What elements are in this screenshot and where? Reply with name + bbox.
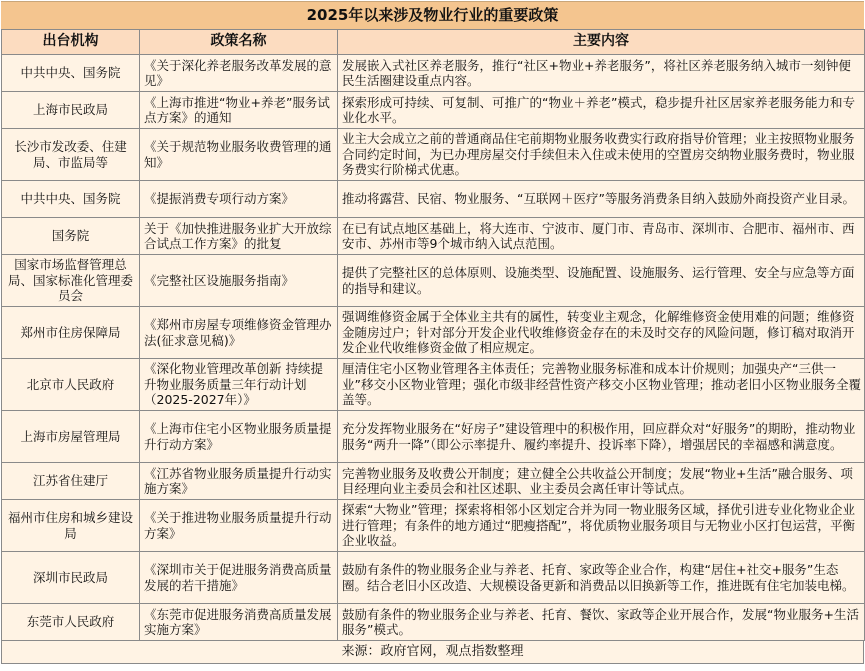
policy-cell: 《深化物业管理改革创新 持续提升物业服务质量三年行动计划（2025-2027年）》: [140, 359, 338, 411]
content-cell: 在已有试点地区基础上，将大连市、宁波市、厦门市、青岛市、深圳市、合肥市、福州市、西安市、苏州市等9个城市纳入试点范围。: [338, 218, 865, 255]
table-title: 2025年以来涉及物业行业的重要政策: [1, 1, 864, 29]
header-content: 主要内容: [338, 30, 865, 55]
content-cell: 鼓励有条件的物业服务企业与养老、托育、家政等企业合作，构建“居住+社交+服务”生态圈。结合老旧小区改造、大规模设备更新和消费品以旧换新等工作，推进既有住宅加装电梯。: [338, 552, 865, 604]
content-cell: 探索“大物业”管理；探索将相邻小区划定合并为同一物业服务区域，择优引进专业化物业企业进行管理；有条件的地方通过“肥瘦搭配”，将优质物业服务项目与无物业小区打包运营，平衡企业收益。: [338, 500, 865, 552]
content-cell: 厘清住宅小区物业管理各主体责任；完善物业服务标准和成本计价规则；加强央产“三供一业”移交小区物业管理；强化市级非经营性资产移交小区物业管理；推动老旧小区物业服务全覆盖等。: [338, 359, 865, 411]
org-cell: 长沙市发改委、住建局、市监局等: [2, 129, 140, 181]
table-row: [2, 500, 865, 552]
policy-cell: 《上海市住宅小区物业服务质量提升行动方案》: [140, 411, 338, 463]
table-row: [2, 604, 865, 641]
table-row: [2, 55, 865, 92]
table-row: [2, 359, 865, 411]
content-cell: 发展嵌入式社区养老服务，推行“社区+物业+养老服务”，将社区养老服务纳入城市一刻钟便民生活圈建设重点内容。: [338, 55, 865, 92]
table-row: [2, 552, 865, 604]
org-cell: 国务院: [2, 218, 140, 255]
table-row: [2, 92, 865, 129]
policy-cell: 《上海市推进“物业+养老”服务试点方案》的通知: [140, 92, 338, 129]
policy-cell: 《关于深化养老服务改革发展的意见》: [140, 55, 338, 92]
org-cell: 上海市房屋管理局: [2, 411, 140, 463]
policy-cell: 《提振消费专项行动方案》: [140, 181, 338, 218]
org-cell: 中共中央、国务院: [2, 55, 140, 92]
policy-cell: 《郑州市房屋专项维修资金管理办法(征求意见稿)》: [140, 307, 338, 359]
policy-cell: 《完整社区设施服务指南》: [140, 255, 338, 307]
org-cell: 东莞市人民政府: [2, 604, 140, 641]
org-cell: 北京市人民政府: [2, 359, 140, 411]
policy-cell: 《关于推进物业服务质量提升行动方案》: [140, 500, 338, 552]
policy-cell: 《关于规范物业服务收费管理的通知》: [140, 129, 338, 181]
table-row: [2, 463, 865, 500]
org-cell: 福州市住房和城乡建设局: [2, 500, 140, 552]
table-row: [2, 218, 865, 255]
policy-cell: 《深圳市关于促进服务消费高质量发展的若干措施》: [140, 552, 338, 604]
table-row: [2, 181, 865, 218]
org-cell: 深圳市民政局: [2, 552, 140, 604]
content-cell: 探索形成可持续、可复制、可推广的“物业＋养老”模式，稳步提升社区居家养老服务能力和专业化水平。: [338, 92, 865, 129]
header-policy: 政策名称: [140, 30, 338, 55]
policy-table: [1, 29, 865, 641]
org-cell: 上海市民政局: [2, 92, 140, 129]
content-cell: 完善物业服务及收费公开制度；建立健全公共收益公开制度；发展“物业+生活”融合服务、项目经理向业主委员会和社区述职、业主委员会离任审计等试点。: [338, 463, 865, 500]
content-cell: 鼓励有条件的物业服务企业与养老、托育、餐饮、家政等企业开展合作，发展“物业服务+生活服务”模式。: [338, 604, 865, 641]
org-cell: 江苏省住建厅: [2, 463, 140, 500]
content-cell: 强调维修资金属于全体业主共有的属性，转变业主观念，化解维修资金使用难的问题；维修资金随房过户；针对部分开发企业代收维修资金存在的未及时交存的风险问题，修订稿对取消开发企业代收维修资金做了相应规定。: [338, 307, 865, 359]
header-org: 出台机构: [2, 30, 140, 55]
content-cell: 提供了完整社区的总体原则、设施类型、设施配置、设施服务、运行管理、安全与应急等方面的指导和建议。: [338, 255, 865, 307]
org-cell: 郑州市住房保障局: [2, 307, 140, 359]
content-cell: 推动将露营、民宿、物业服务、“互联网＋医疗”等服务消费条目纳入鼓励外商投资产业目录。: [338, 181, 865, 218]
policy-table-page: [1, 1, 864, 669]
table-row: [2, 411, 865, 463]
policy-cell: 《江苏省物业服务质量提升行动实施方案》: [140, 463, 338, 500]
table-row: [2, 255, 865, 307]
header-row: [2, 30, 865, 55]
table-row: [2, 307, 865, 359]
org-cell: 国家市场监督管理总局、国家标准化管理委员会: [2, 255, 140, 307]
policy-cell: 关于《加快推进服务业扩大开放综合试点工作方案》的批复: [140, 218, 338, 255]
org-cell: 中共中央、国务院: [2, 181, 140, 218]
content-cell: 业主大会成立之前的普通商品住宅前期物业服务收费实行政府指导价管理；业主按照物业服务合同约定时间，为已办理房屋交付手续但未入住或未使用的空置房交纳物业服务费时，物业服务费实行阶梯式优惠。: [338, 129, 865, 181]
policy-cell: 《东莞市促进服务消费高质量发展实施方案》: [140, 604, 338, 641]
table-row: [2, 129, 865, 181]
content-cell: 充分发挥物业服务在“好房子”建设管理中的积极作用，回应群众对“好服务”的期盼，推动物业服务“两升一降”（即公示率提升、履约率提升、投诉率下降），增强居民的幸福感和满意度。: [338, 411, 865, 463]
source-note: 来源：政府官网，观点指数整理: [1, 641, 864, 664]
